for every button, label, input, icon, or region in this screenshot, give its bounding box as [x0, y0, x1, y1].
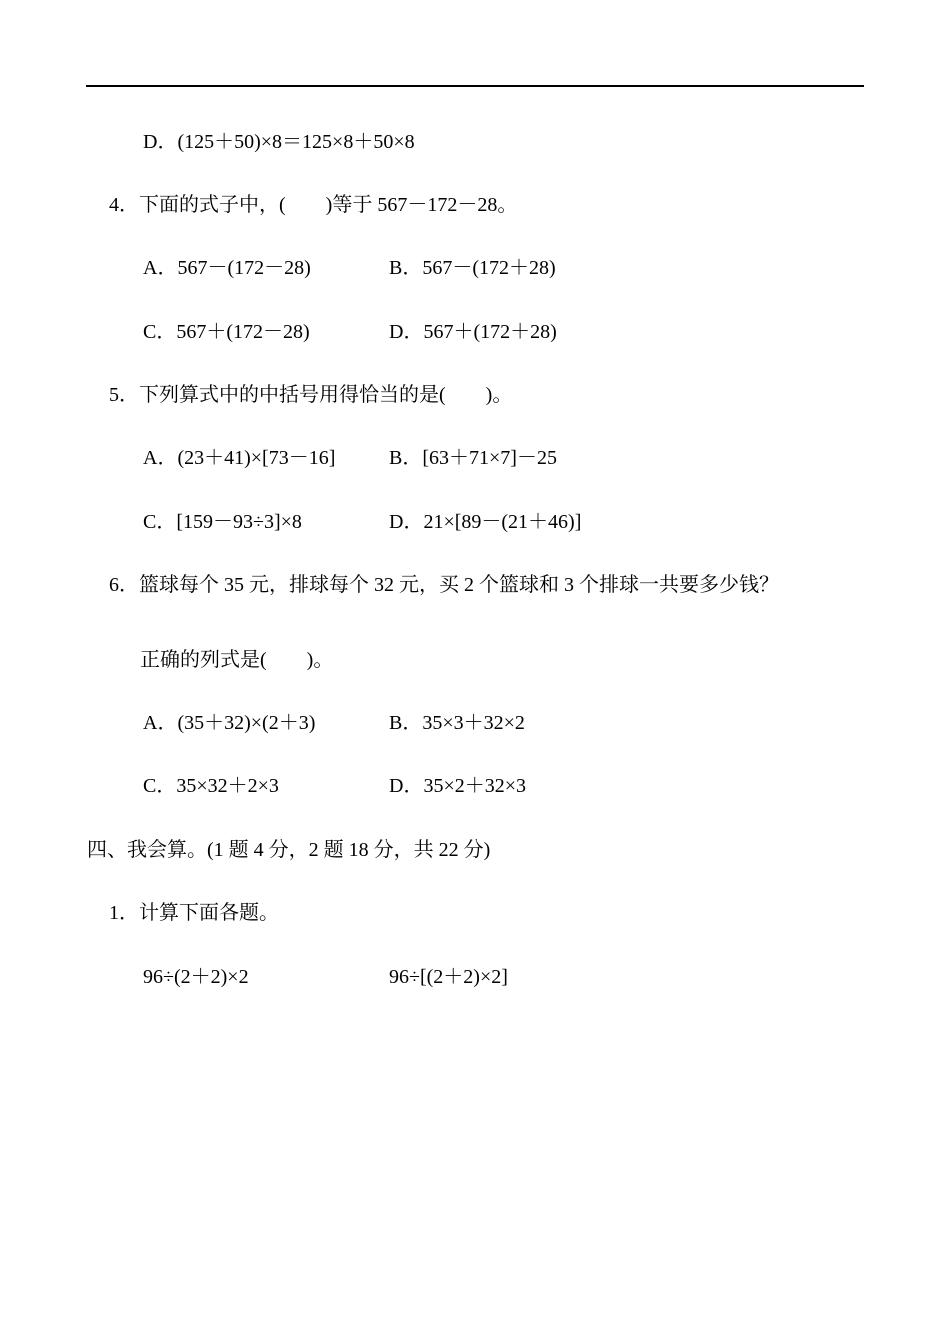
q4-option-c: C．567＋(172－28) — [143, 321, 310, 343]
q6-option-a: A．(35＋32)×(2＋3) — [143, 712, 316, 734]
q4-option-d: D．567＋(172＋28) — [389, 321, 557, 343]
q5-option-c: C．[159－93÷3]×8 — [143, 511, 302, 533]
top-rule — [86, 85, 864, 87]
q4-option-a: A．567－(172－28) — [143, 257, 311, 279]
calc-expression-2: 96÷[(2＋2)×2] — [389, 966, 508, 988]
section-4-q1-stem: 1．计算下面各题。 — [109, 902, 279, 924]
q5-option-b: B．[63＋71×7]－25 — [389, 447, 557, 469]
q3-option-d: D．(125＋50)×8＝125×8＋50×8 — [143, 131, 415, 153]
q5-option-a: A．(23＋41)×[73－16] — [143, 447, 336, 469]
q5-stem: 5．下列算式中的中括号用得恰当的是( )。 — [109, 384, 513, 406]
q6-stem-continued: 正确的列式是( )。 — [140, 649, 334, 671]
q6-option-b: B．35×3＋32×2 — [389, 712, 525, 734]
q4-stem: 4．下面的式子中，( )等于 567－172－28。 — [109, 194, 518, 216]
q4-option-b: B．567－(172＋28) — [389, 257, 556, 279]
q6-stem: 6．篮球每个 35 元，排球每个 32 元，买 2 个篮球和 3 个排球一共要多少钱？ — [109, 574, 779, 596]
calc-expression-1: 96÷(2＋2)×2 — [143, 966, 249, 988]
q5-option-d: D．21×[89－(21＋46)] — [389, 511, 582, 533]
section-4-title: 四、我会算。(1 题 4 分，2 题 18 分，共 22 分) — [87, 839, 491, 861]
q6-option-c: C．35×32＋2×3 — [143, 775, 279, 797]
q6-option-d: D．35×2＋32×3 — [389, 775, 527, 797]
